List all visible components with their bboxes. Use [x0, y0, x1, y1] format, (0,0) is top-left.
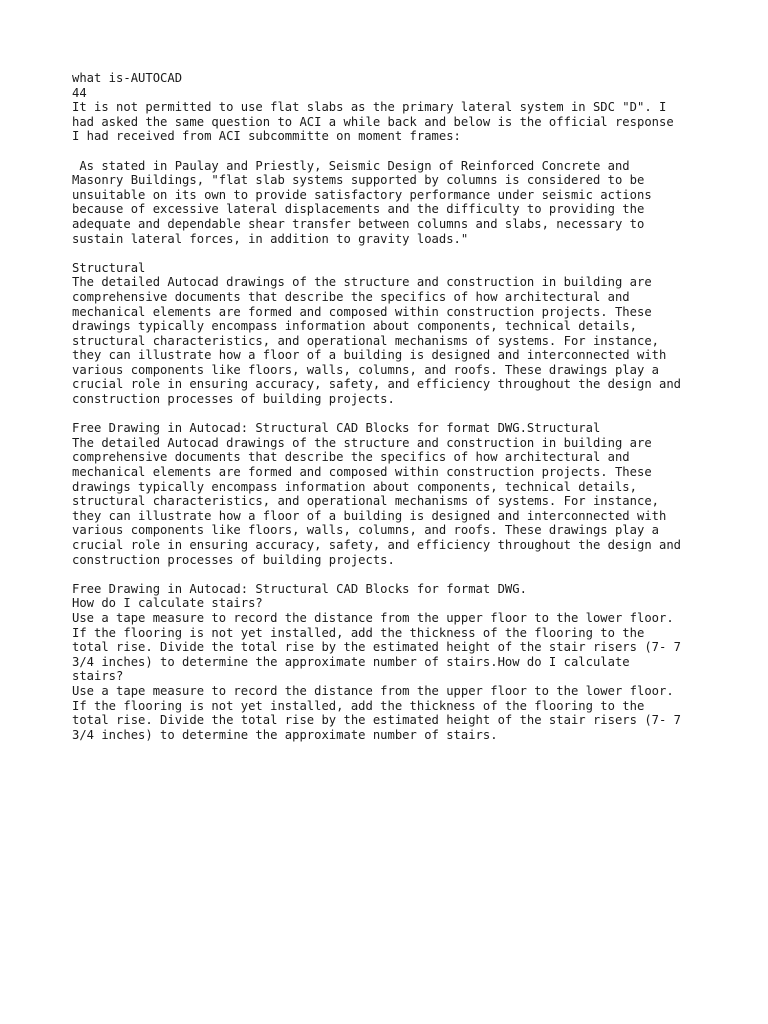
- text-line: because of excessive lateral displacements and the difficulty to providing the: [72, 202, 645, 217]
- text-line: various components like floors, walls, columns, and roofs. These drawings play a: [72, 523, 659, 538]
- text-line: sustain lateral forces, in addition to gravity loads.": [72, 231, 469, 246]
- blank-line: [72, 407, 752, 422]
- text-line: total rise. Divide the total rise by the estimated height of the stair risers (7- 7: [72, 640, 682, 655]
- blank-line: [72, 144, 752, 159]
- text-line: crucial role in ensuring accuracy, safety, and efficiency throughout the design and: [72, 538, 682, 552]
- text-line: It is not permitted to use flat slabs as the primary lateral system in SDC "D". I: [72, 100, 667, 115]
- text-line: If the flooring is not yet installed, add the thickness of the flooring to the: [72, 698, 645, 713]
- text-line: The detailed Autocad drawings of the structure and construction in building are: [72, 275, 652, 290]
- text-line: unsuitable on its own to provide satisfactory performance under seismic actions: [72, 187, 652, 202]
- text-line: construction processes of building projects.: [72, 392, 395, 407]
- text-line: they can illustrate how a floor of a building is designed and interconnected with: [72, 508, 667, 523]
- text-line: Use a tape measure to record the distance from the upper floor to the lower floor.: [72, 683, 674, 698]
- text-line: comprehensive documents that describe the specifics of how architectural and: [72, 289, 630, 304]
- text-line: had asked the same question to ACI a while back and below is the official response: [72, 114, 674, 129]
- text-line: mechanical elements are formed and composed within construction projects. These: [72, 304, 652, 319]
- blank-line: [72, 567, 752, 582]
- text-line: comprehensive documents that describe the specifics of how architectural and: [72, 450, 630, 465]
- text-line: adequate and dependable shear transfer between columns and slabs, necessary to: [72, 216, 645, 231]
- text-line: How do I calculate stairs?: [72, 596, 263, 611]
- text-line: various components like floors, walls, columns, and roofs. These drawings play a: [72, 362, 659, 377]
- blank-line: [72, 246, 752, 261]
- text-line: Free Drawing in Autocad: Structural CAD Blocks for format DWG.: [72, 581, 527, 596]
- text-line: The detailed Autocad drawings of the structure and construction in building are: [72, 435, 652, 450]
- text-line: If the flooring is not yet installed, add the thickness of the flooring to the: [72, 625, 645, 640]
- text-line: what is-AUTOCAD: [72, 71, 183, 85]
- text-line: Structural: [72, 260, 146, 275]
- text-line: Masonry Buildings, "flat slab systems supported by columns is considered to be: [72, 173, 645, 188]
- text-line: I had received from ACI subcommitte on moment frames:: [72, 129, 461, 144]
- text-line: 3/4 inches) to determine the approximate number of stairs.: [72, 727, 498, 742]
- text-line: 3/4 inches) to determine the approximate number of stairs.How do I calculate: [72, 654, 630, 669]
- text-line: structural characteristics, and operational mechanisms of systems. For instance,: [72, 494, 659, 509]
- text-line: crucial role in ensuring accuracy, safety, and efficiency throughout the design and: [72, 377, 682, 392]
- text-line: Use a tape measure to record the distance from the upper floor to the lower floor.: [72, 610, 674, 625]
- text-line: drawings typically encompass information about components, technical details,: [72, 319, 637, 334]
- text-line: they can illustrate how a floor of a building is designed and interconnected with: [72, 348, 667, 363]
- text-line: total rise. Divide the total rise by the estimated height of the stair risers (7- 7: [72, 713, 682, 728]
- text-line: 44: [72, 85, 87, 100]
- text-line: Free Drawing in Autocad: Structural CAD Blocks for format DWG.Structural: [72, 421, 601, 436]
- text-line: stairs?: [72, 669, 124, 684]
- text-line: drawings typically encompass information about components, technical details,: [72, 479, 637, 494]
- text-line: structural characteristics, and operational mechanisms of systems. For instance,: [72, 333, 659, 348]
- text-line: construction processes of building projects.: [72, 552, 395, 567]
- document-body: [72, 71, 752, 742]
- text-line: As stated in Paulay and Priestly, Seismic Design of Reinforced Concrete and: [72, 158, 630, 173]
- text-line: mechanical elements are formed and composed within construction projects. These: [72, 465, 652, 480]
